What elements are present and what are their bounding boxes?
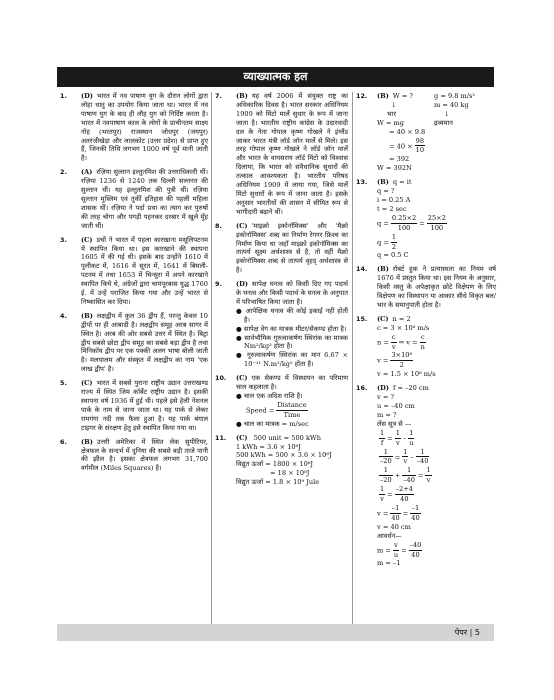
math-line: i = 0.25 A <box>377 195 411 204</box>
explanation-text: रज़िया सुल्तान इल्तुतमिश की उत्तराधिकारी थीं। रज़िया 1236 से 1240 तक दिल्ली सल्तनत की सुल्तान थीं। यह इल्तुतमिश की पुत्री थीं। रज़िया सुल्तान मुस्लिम एवं तुर्की इतिहास की पहली महिला शासक थीं। रज़िया ने पर्दा प्रथा का त्याग कर पुरुषों की तरह चोगा और पगड़ी पहनकर दरबार में खुले मुँह जाती थीं। <box>81 168 208 230</box>
question-number: 6. <box>60 437 67 446</box>
bullet-point: ● गुरुत्वाकर्षण स्थिरांक का मान 6.67 × 10⁻¹¹ N.m²/kg² होता है। <box>236 351 348 369</box>
math-line: 1 kWh = 3.6 × 10⁶J <box>236 442 301 451</box>
question-number: 1. <box>60 92 67 100</box>
answer-item <box>356 384 496 568</box>
question-number: 16. <box>356 384 368 393</box>
column-3 <box>356 92 496 573</box>
math-line: आवर्धन— <box>377 531 402 540</box>
answer-choice: (C) <box>377 314 389 323</box>
question-number: 2. <box>60 168 67 177</box>
column-divider <box>211 92 212 627</box>
explanation-text: लक्षद्वीप में कुल 36 द्वीप हैं, परन्तु केवल 10 द्वीपों पर ही आबादी है। लक्षद्वीप समूह अरब सागर में स्थित है। अरब की ओर सबसे उत्तर में स्थित है। बिट्रा द्वीप सबसे छोटा द्वीप समूह का सबसे बड़ा द्वीप है तथा मिनिकॉय द्वीप पर एक पक्की अलग भाषा बोली जाती है। मलयालम और संस्कृत में लक्षद्वीप का नाम 'एक लाख द्वीप' है। <box>81 311 208 374</box>
math-line: = 40 × 9.8 <box>389 127 426 136</box>
answer-choice: (D) <box>81 92 93 100</box>
math-line: m = $\frac{v}{u}$ = $\frac{-40}{40}$ <box>377 540 422 559</box>
math-line: c = 3 × 10⁸ m/s <box>377 323 430 332</box>
question-number: 14. <box>356 265 368 274</box>
math-line: लेंस सूत्र से — <box>377 419 412 428</box>
math-line: v = 1.5 × 10⁸ m/s <box>377 370 436 379</box>
explanation-text: भारत में सबसे पुराना राष्ट्रीय उद्यान उत्तराखण्ड राज्य में स्थित जिम कॉर्बेट राष्ट्रीय उद्यान है। इसकी स्थापना वर्ष 1936 में हुई थी। पहले इसे हेली नेशनल पार्क के नाम से जाना जाता था। यह पार्क से लेकर रामगंगा नदी तक फैला हुआ है। यह पार्क बंगाल टाइगर के संरक्षण हेतु इसे स्थापित किया गया था। <box>81 379 208 432</box>
question-number: 8. <box>215 221 222 230</box>
math-line: f = –20 cm <box>392 384 429 393</box>
math-line: t = 2 sec <box>377 204 407 213</box>
bullet-point: ● चाल एक अदिश राशि है। <box>236 392 303 400</box>
page-footer: पेपर | 5 <box>454 628 480 637</box>
page-title: व्याख्यात्मक हल <box>57 67 494 87</box>
explanation-text: भारत में नव पाषाण युग के दौरान लोगों द्वारा लोहा धातु का उपयोग किया जाता था। भारत में नव पाषाण युग के बाद ही लौह युग को निर्दिष्ट करता है। भारत में नवपाषाण काल के लोगों के प्राचीनतम साक्ष्य नोह (भरतपुर) राजस्थान जोधपुर (जयपुर) अतरंजीखेड़ा और लालकोट (उत्तर प्रदेश) से प्राप्त हुए हैं, जिनकी तिथि लगभग 1000 वर्ष पूर्व मानी जाती है। <box>81 92 208 163</box>
math-line: v = ? <box>377 393 394 402</box>
question-number: 10. <box>215 374 227 383</box>
answer-item <box>356 178 496 260</box>
math-line: n = $\frac{c}{v}$ ⇒ v = $\frac{c}{n}$ <box>377 332 425 351</box>
explanation-text: यह वर्ष 2006 में संयुक्त राष्ट्र का अधिकारिक दिवस है। भारत सरकार अधिनियम 1909 को मिंटो मार्ले सुधार के रूप में जाना जाता है। भारतीय राष्ट्रीय कांग्रेस के उदारवादी दल के नेता गोपाल कृष्ण गोखले ने इंग्लैंड जाकर भारत मंत्री लॉर्ड जॉन मार्ले से मिले। इस तरह गोपाल कृष्ण गोखले ने लॉर्ड जॉन मार्ले और भारत के वायसराय लॉर्ड मिंटो को विश्वास दिलाया, कि भारत को संवैधानिक सुधारों की तत्काल आवश्यकता है। भारतीय परिषद अधिनियम 1909 में लाया गया, जिसे मार्ले मिंटो सुधारों के रूप में जाना जाता है। इसके अनुसार भारतीयों की शासन में सीमित रूप से भागीदारी बढ़ाने थीं। <box>236 92 348 216</box>
answer-choice: (D) <box>236 280 248 289</box>
math-line: 500 kWh = 500 × 3.6 × 10⁶J <box>236 451 332 460</box>
answer-item <box>215 92 348 217</box>
math-line: q = $\frac{0.25\times 2}{100}$ = $\frac{25\times 2}{100}$ <box>377 213 446 232</box>
answer-choice: (B) <box>377 178 389 187</box>
speed-formula: Speed = $\frac{\text{Distance}}{\text{Time}}$ <box>246 400 307 419</box>
bullet-point: ● चाल का मात्रक = m/sec <box>236 419 309 428</box>
explanation-text: उत्तरी अमेरिका में स्थित लेक सुपीरियर, क्षेत्रफल के सन्दर्भ में दुनिया की सबसे बड़ी ताजे पानी की झील है। इसका क्षेत्रफल लगभग 31,700 वर्गमील (Miles Squares) है। <box>81 437 208 473</box>
answer-choice: (C) <box>81 379 93 388</box>
math-line: v = $\frac{\text{3×10⁸}}{2}$ <box>377 351 413 370</box>
answer-choice: (B) <box>236 92 248 100</box>
math-line: W = mg <box>377 118 404 127</box>
math-line: $\frac{1}{-20}$ = $\frac{1}{v}$ – $\frac{1}{-40}$ <box>380 447 429 466</box>
explanation-text: रॉबर्ट हुक ने प्रत्यास्थता का नियम वर्ष 1676 में प्रस्तुत किया था। इस नियम के अनुसार, किसी वस्तु के अपेक्षाकृत छोटे विक्षेपण के लिए विक्षेपण का विस्थापन या आकार सीधे विकृत बल/भार के समानुपाती होता है। <box>377 265 496 309</box>
answer-item <box>60 438 208 474</box>
question-number: 5. <box>60 379 67 388</box>
math-line: q = $\frac{1}{2}$ <box>377 232 397 251</box>
question-number: 11. <box>215 433 227 442</box>
answer-item <box>215 222 348 275</box>
math-line: W = 392N <box>377 164 412 173</box>
math-line: m = ? <box>377 410 397 419</box>
answer-choice: (B) <box>377 265 389 274</box>
question-number: 15. <box>356 314 368 323</box>
answer-choice: (C) <box>236 433 248 442</box>
math-line: भार <box>387 109 397 118</box>
explanation-text: एक सेकण्ड में विस्थापन का परिमाण चाल कहलाता है। <box>236 374 348 392</box>
answer-choice: (C) <box>236 221 248 230</box>
math-line: q = 0.5 C <box>377 251 409 260</box>
answer-choice: (D) <box>377 384 389 393</box>
math-line: 500 unit = 500 kWh <box>253 433 321 442</box>
math-line: q = it <box>392 178 412 187</box>
question-number: 7. <box>215 92 222 100</box>
math-line: $\frac{1}{-20}$ + $\frac{1}{-40}$ = $\frac{1}{v}$ <box>380 466 431 485</box>
math-line: v = $\frac{-1}{40}$ = $\frac{-1}{40}$ <box>377 503 420 522</box>
math-line: n = 2 <box>392 314 411 323</box>
math-line: q = ? <box>377 187 395 196</box>
bullet-point: ● सार्वभौमिक गुरुत्वाकर्षण स्थिरांक का मात्रक Nm²/kg² होता है। <box>236 333 348 351</box>
column-divider <box>352 92 353 627</box>
footer-bar <box>57 624 494 641</box>
answer-item <box>215 374 348 428</box>
answer-item <box>60 312 208 374</box>
answer-item <box>60 168 208 230</box>
math-line: m = –1 <box>377 559 401 568</box>
answer-item <box>60 236 208 307</box>
bullet-point: ● आपेक्षिक घनत्व की कोई इकाई नहीं होती है। <box>236 306 348 324</box>
math-line: $\frac{1}{v}$ = $\frac{-2+4}{40}$ <box>380 485 413 504</box>
answer-choice: (A) <box>81 168 93 177</box>
math-line: ↓ <box>391 100 397 109</box>
math-line: v = 40 cm <box>377 522 411 531</box>
column-1 <box>60 92 208 478</box>
explanation-text: 'माइक्रो इकोनॉमिक्स' और 'मैक्रो इकोनॉमिक्स' शब्द का निर्माण रेगनर फ्रिश्च का निर्माण किया था जहाँ माइक्रो इकोनॉमिक्स का तात्पर्य सूक्ष्म अर्थशास्त्र से है, तो वहीं मैक्रो इकोनॉमिक्स शब्द से तात्पर्य वृहद् अर्थशास्त्र से है। <box>236 221 348 275</box>
answer-choice: (C) <box>81 235 93 244</box>
math-line: $\frac{1}{f}$ = $\frac{1}{v}$ – $\frac{1}{u}$ <box>380 428 414 447</box>
question-number: 13. <box>356 178 368 187</box>
answer-choice: (C) <box>236 374 248 383</box>
math-line: = 40 × $\frac{98}{10}$ <box>389 136 425 155</box>
answer-item <box>356 315 496 379</box>
answer-choice: (B) <box>81 311 93 320</box>
math-line: = 392 <box>389 155 410 164</box>
explanation-text: डचों ने भारत में पहला कारखाना मसूलिपटनम में स्थापित किया था। इस कारखाने की स्थापना 1605 में की गई थी। इसके बाद उन्होंने 1610 में पुलीकट में, 1616 में सूरत में, 1641 में बिमली-पटनम में तथा 1653 में चिन्सुरा में अपने कारखाने स्थापित किये थे, अंग्रेजों द्वारा चायपूरबास युद्ध 1760 ई. में उन्हें पराजित किया गया और उन्हें भारत से निष्कासित कर दिया। <box>81 235 208 306</box>
answer-item <box>356 92 496 173</box>
question-number: 3. <box>60 235 67 244</box>
math-line: विद्युत ऊर्जा = 1800 × 10⁶J <box>236 460 314 469</box>
answer-item <box>215 434 348 487</box>
math-line: u = –40 cm <box>377 402 415 410</box>
question-number: 12. <box>356 92 368 100</box>
math-line: विद्युत ऊर्जा = 1.8 × 10⁹ Jule <box>236 478 320 487</box>
question-number: 4. <box>60 311 67 320</box>
answer-item <box>215 280 348 369</box>
bullet-point: ● सापेक्ष वेग का मात्रक मीटर/सेकण्ड होता है। <box>236 324 347 333</box>
math-line: = 18 × 10⁸J <box>270 469 310 478</box>
question-number: 9. <box>215 280 222 289</box>
answer-item <box>60 379 208 432</box>
given-values: g = 9.8 m/s² m = 40 kg ↓ द्रव्यमान <box>434 92 476 127</box>
column-2 <box>215 92 348 492</box>
answer-choice: (B) <box>377 92 389 100</box>
answer-choice: (B) <box>81 437 93 446</box>
answer-item <box>60 92 208 163</box>
answer-item <box>356 265 496 310</box>
explanation-text: सापेक्ष घनत्व को किसी दिए गए पदार्थ के घनत्व और किसी पदार्थ के घनत्व के अनुपात में परिभाषित किया जाता है। <box>236 280 348 306</box>
math-line: W = ? <box>392 92 413 100</box>
